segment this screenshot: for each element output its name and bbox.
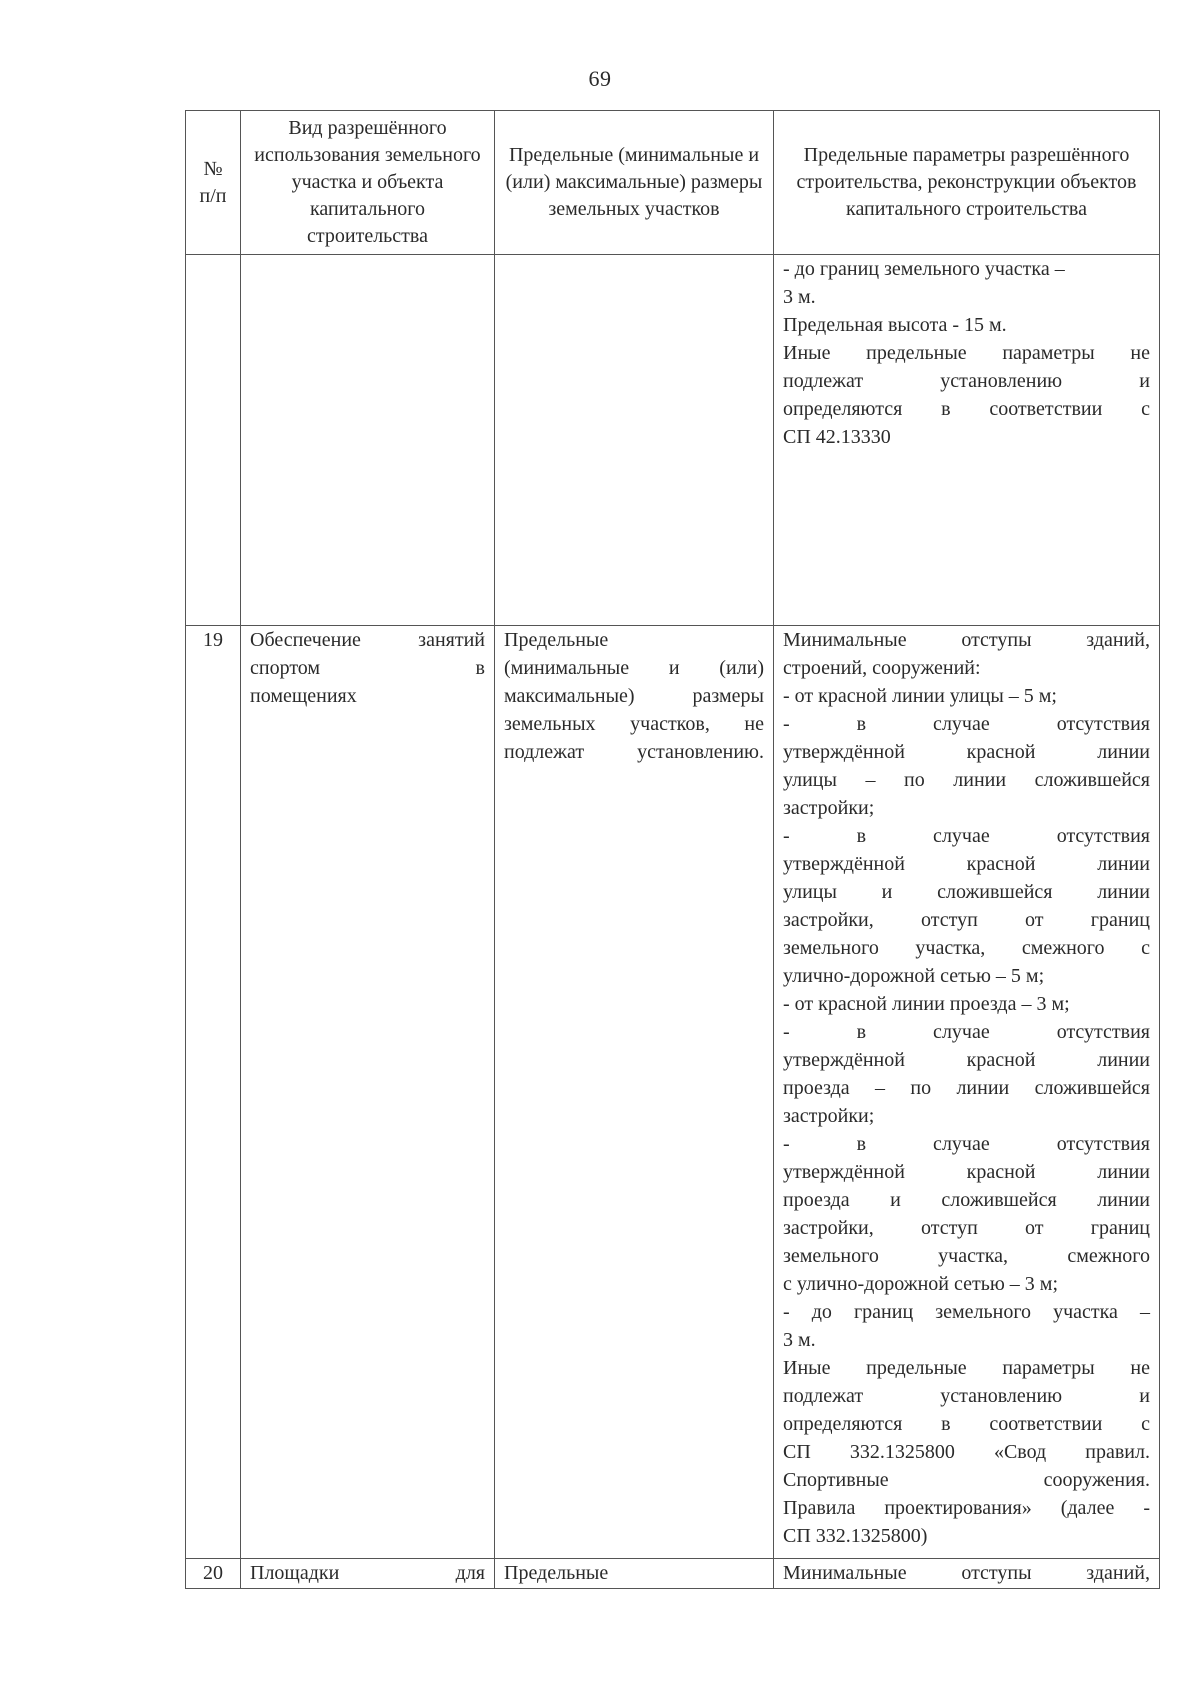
cell-text-line: - в случае отсутствия [783,713,1150,735]
cell-text-line: определяются в соответствии с [783,398,1150,420]
row-params [774,626,1160,1559]
cell-text-line: максимальные) размеры [504,685,764,707]
cell-text-line: подлежат установлению и [783,1385,1150,1407]
cell-text-line: Предельная высота - 15 м. [783,314,1007,336]
cell-text-line: (минимальные и (или) [504,657,764,679]
cell-text-line: Площадки для [250,1562,485,1584]
row-sizes [495,626,774,1559]
cell-text-line: Спортивные сооружения. [783,1469,1150,1491]
cell-text-line: улицы и сложившейся линии [783,881,1150,903]
cell-text-line: проезда – по линии сложившейся [783,1077,1150,1099]
cell-text-line: - до границ земельного участка – [783,258,1065,280]
cell-text-line: СП 332.1325800 «Свод правил. [783,1441,1150,1463]
cell-text-line: утверждённой красной линии [783,1049,1150,1071]
cell-text-line: СП 42.13330 [783,426,891,448]
cell-text-line: спортом в [250,657,485,679]
header-sizes: Предельные (минимальные и (или) максимальные) размеры земельных участков [495,111,774,255]
cell-text-line: земельного участка, смежного с [783,937,1150,959]
row-params [774,1559,1160,1589]
row-use-type [241,255,495,626]
row-num: 20 [186,1559,241,1589]
cell-text-line: застройки; [783,797,875,819]
table-row-20 [186,1559,1160,1589]
table-row-19 [186,626,1160,1559]
cell-text-line: Иные предельные параметры не [783,342,1150,364]
cell-text-line: Минимальные отступы зданий, [783,1562,1150,1584]
cell-text-line: земельного участка, смежного [783,1245,1150,1267]
cell-text-line: улицы – по линии сложившейся [783,769,1150,791]
row-use-type [241,626,495,1559]
cell-text-line: - от красной линии проезда – 3 м; [783,993,1070,1015]
cell-text-line: Правила проектирования» (далее - [783,1497,1150,1519]
cell-text-line: утверждённой красной линии [783,1161,1150,1183]
row-use-type [241,1559,495,1589]
cell-text-line: - в случае отсутствия [783,1021,1150,1043]
cell-text-line: Предельные [504,629,609,651]
header-params: Предельные параметры разрешённого строительства, реконструкции объектов капитального строительства [774,111,1160,255]
cell-text-line: помещениях [250,685,357,707]
cell-text-line: проезда и сложившейся линии [783,1189,1150,1211]
cell-text-line: - в случае отсутствия [783,1133,1150,1155]
page-number: 69 [588,66,612,91]
cell-text-line: утверждённой красной линии [783,853,1150,875]
cell-text-line: 3 м. [783,286,816,308]
cell-text-line: Обеспечение занятий [250,629,485,651]
cell-text-line: СП 332.1325800) [783,1525,928,1547]
cell-text-line: с улично-дорожной сетью – 3 м; [783,1273,1059,1295]
cell-text-line: застройки; [783,1105,875,1127]
regulations-table [185,110,1160,1589]
header-use-type: Вид разрешённого использования земельного участка и объекта капитального строительства [241,111,495,255]
cell-text-line: - от красной линии улицы – 5 м; [783,685,1057,707]
cell-text-line: 3 м. [783,1329,816,1351]
cell-text-line: Минимальные отступы зданий, [783,629,1150,651]
cell-text-line: утверждённой красной линии [783,741,1150,763]
cell-text-line: строений, сооружений: [783,657,981,679]
table-header-row [186,111,1160,255]
row-num: 19 [186,626,241,1559]
row-sizes [495,255,774,626]
cell-text-line: улично-дорожной сетью – 5 м; [783,965,1045,987]
cell-text-line: подлежат установлению и [783,370,1150,392]
cell-text-line: определяются в соответствии с [783,1413,1150,1435]
cell-text-line: - до границ земельного участка – [783,1301,1150,1323]
cell-text-line: Предельные [504,1562,609,1584]
row-params [774,255,1160,626]
cell-text-line: застройки, отступ от границ [783,909,1150,931]
cell-text-line: Иные предельные параметры не [783,1357,1150,1379]
cell-text-line: застройки, отступ от границ [783,1217,1150,1239]
row-num [186,255,241,626]
cell-text-line: земельных участков, не [504,713,764,735]
row-sizes [495,1559,774,1589]
header-num: № п/п [186,111,241,255]
cell-text-line: - в случае отсутствия [783,825,1150,847]
cell-text-line: подлежат установлению. [504,741,764,763]
table-row-continuation [186,255,1160,626]
